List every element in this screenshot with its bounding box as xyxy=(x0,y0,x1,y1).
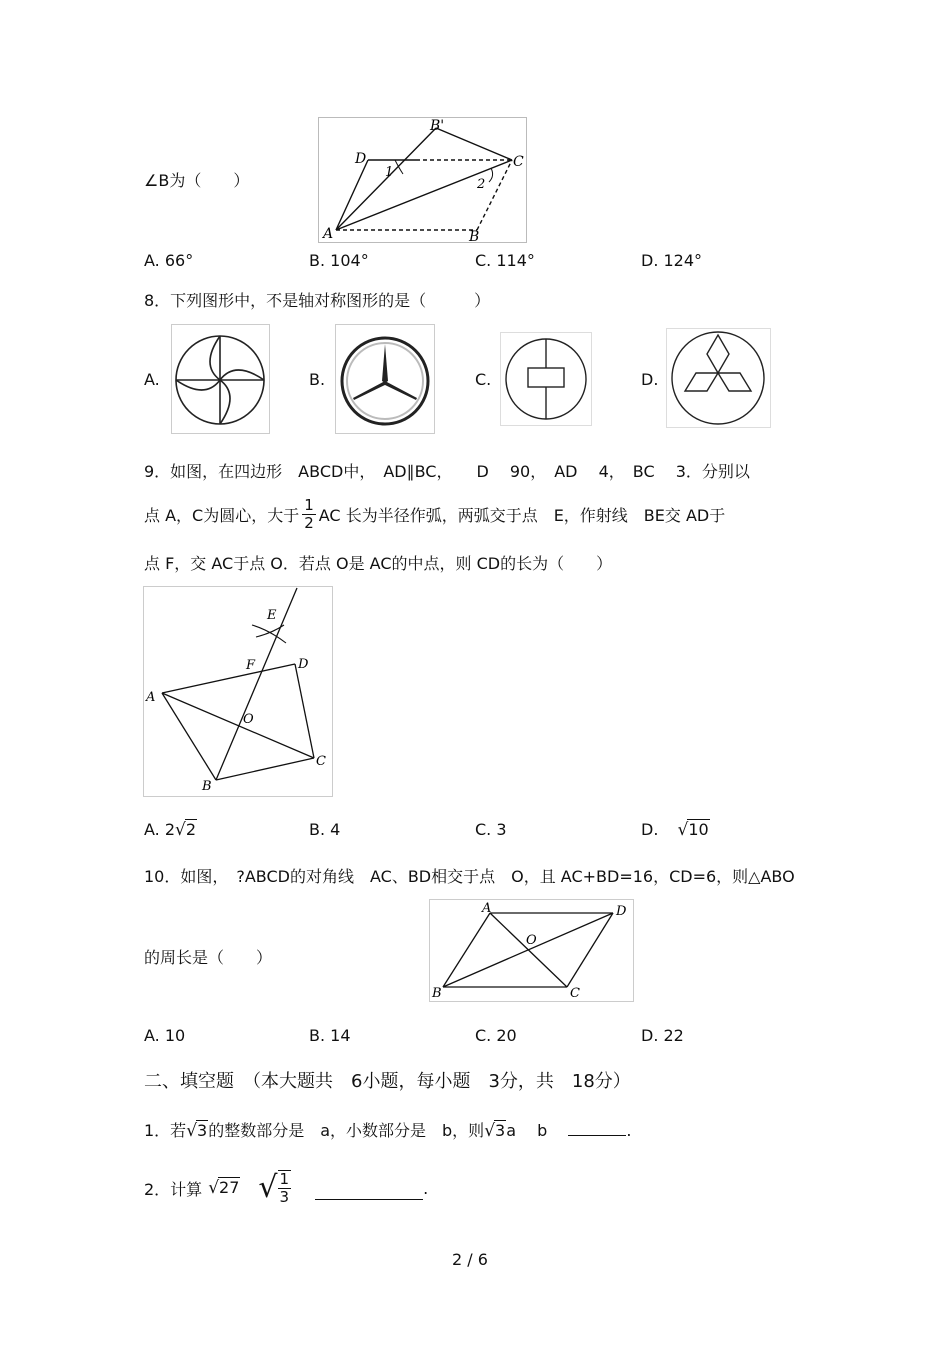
q10-figure-svg xyxy=(430,900,633,1001)
fill1-radicand1: 3 xyxy=(197,1121,208,1140)
fill2-radical-sign: √ xyxy=(258,1170,278,1205)
q9-option-d-radicand: 10 xyxy=(688,820,709,839)
q7-option-d: D. 124° xyxy=(641,251,703,270)
q9-fraction-numerator: 1 xyxy=(304,496,314,514)
q7-angle-1: 1 xyxy=(385,165,394,180)
q10-line1: 10．如图， ?ABCD的对角线 AC、BD相交于点 O，且 AC+BD=16，CD=6，则△ABO xyxy=(144,867,795,886)
q8-figure-c xyxy=(500,332,592,426)
q10-option-d: D. 22 xyxy=(641,1026,684,1045)
q9-label-a: A xyxy=(146,690,156,705)
q8-option-a: A. xyxy=(144,370,160,389)
q9-option-d xyxy=(641,820,710,840)
q10-line2: 的周长是（ ） xyxy=(144,948,273,967)
fill1-radicand2: 3 xyxy=(495,1121,506,1140)
fill1-prefix: 1．若 xyxy=(144,1121,187,1140)
q9-line2 xyxy=(144,497,725,532)
q9-label-f: F xyxy=(246,658,256,673)
q10-label-c: C xyxy=(570,986,580,1001)
q9-option-a xyxy=(144,820,197,840)
q9-option-a-prefix: A. 2 xyxy=(144,820,176,839)
q9-label-o: O xyxy=(243,712,254,727)
q9-label-b: B xyxy=(202,779,212,794)
q9-option-c: C. 3 xyxy=(475,820,507,839)
q9-fraction-denominator: 2 xyxy=(304,514,314,532)
q9-label-c: C xyxy=(316,754,326,769)
page-number: 2 / 6 xyxy=(452,1250,488,1269)
q9-option-d-sqrt: √10 xyxy=(677,820,709,840)
q10-label-a: A xyxy=(482,901,492,916)
q9-label-e: E xyxy=(267,608,277,623)
q9-line2-part-b: AC 长为半径作弧，两弧交于点 E，作射线 BE交 AD于 xyxy=(318,506,726,525)
fill2-fraction-denominator: 3 xyxy=(279,1188,290,1206)
fill1-tail: a b xyxy=(506,1121,548,1140)
fill2-end: . xyxy=(423,1178,429,1198)
q9-option-a-radicand: 2 xyxy=(185,820,197,839)
fill2-fraction-numerator: 1 xyxy=(279,1170,290,1188)
q8-option-d: D. xyxy=(641,370,659,389)
q8-figure-b xyxy=(335,324,435,434)
q9-label-d: D xyxy=(298,657,309,672)
q8-option-c: C. xyxy=(475,370,492,389)
fill1-sqrt2: √3 xyxy=(484,1121,506,1141)
q7-option-b: B. 104° xyxy=(309,251,369,270)
q10-label-o: O xyxy=(526,933,537,948)
q10-label-b: B xyxy=(432,986,442,1001)
fill1-answer-blank[interactable] xyxy=(568,1135,626,1136)
q7-label-bprime: B' xyxy=(430,118,445,134)
q9-option-d-prefix: D. xyxy=(641,820,659,839)
fill2-fraction xyxy=(278,1170,292,1206)
q8-figure-d xyxy=(666,328,771,428)
q7-figure-svg xyxy=(319,118,526,242)
q8-figure-c-svg xyxy=(501,333,591,425)
q7-label-b: B xyxy=(469,229,480,242)
fill2-answer-blank[interactable] xyxy=(315,1177,423,1200)
q9-line2-part-a: 点 A，C为圆心，大于 xyxy=(144,506,300,525)
q10-option-a: A. 10 xyxy=(144,1026,186,1045)
q8-option-b: B. xyxy=(309,370,326,389)
fill1-line xyxy=(144,1118,631,1141)
fill2-prefix: 2．计算 xyxy=(144,1179,203,1199)
q10-figure xyxy=(429,899,634,1002)
q9-line3: 点 F，交 AC于点 O．若点 O是 AC的中点，则 CD的长为（ ） xyxy=(144,554,613,573)
fill2-radicand1: 27 xyxy=(219,1178,240,1197)
fill1-end: . xyxy=(626,1121,632,1140)
q7-option-a: A. 66° xyxy=(144,251,194,270)
fill1-sqrt1: √3 xyxy=(186,1121,208,1141)
q8-figure-b-svg xyxy=(336,325,434,433)
q8-stem: 8．下列图形中，不是轴对称图形的是（ ） xyxy=(144,291,491,310)
fill1-middle: 的整数部分是 a，小数部分是 b，则 xyxy=(208,1121,485,1140)
q9-line1: 9．如图，在四边形 ABCD中， AD∥BC， D 90， AD 4， BC 3．分别以 xyxy=(144,462,750,481)
q10-option-b: B. 14 xyxy=(309,1026,351,1045)
q9-figure xyxy=(143,586,333,797)
q7-angle-2: 2 xyxy=(477,177,486,192)
q7-label-c: C xyxy=(513,154,524,170)
q7-figure xyxy=(318,117,527,243)
fill2-sqrt1: √27 xyxy=(208,1178,240,1198)
section2-title: 二、填空题 （本大题共 6小题，每小题 3分，共 18分） xyxy=(144,1071,631,1092)
q7-label-a: A xyxy=(323,226,334,242)
fill2-sqrt-fraction xyxy=(258,1170,291,1206)
q7-stem: ∠B为（ ） xyxy=(144,171,250,190)
q7-option-c: C. 114° xyxy=(475,251,535,270)
q8-figure-a xyxy=(171,324,270,434)
q8-figure-d-svg xyxy=(667,329,770,427)
fill2-line xyxy=(144,1170,428,1206)
q9-option-b: B. 4 xyxy=(309,820,341,839)
q9-figure-svg xyxy=(144,587,332,796)
q10-label-d: D xyxy=(616,904,627,919)
q7-label-d: D xyxy=(355,151,367,167)
q9-fraction xyxy=(302,497,316,532)
q9-option-a-sqrt: √2 xyxy=(175,820,197,840)
q8-figure-a-svg xyxy=(172,325,269,433)
q10-option-c: C. 20 xyxy=(475,1026,517,1045)
